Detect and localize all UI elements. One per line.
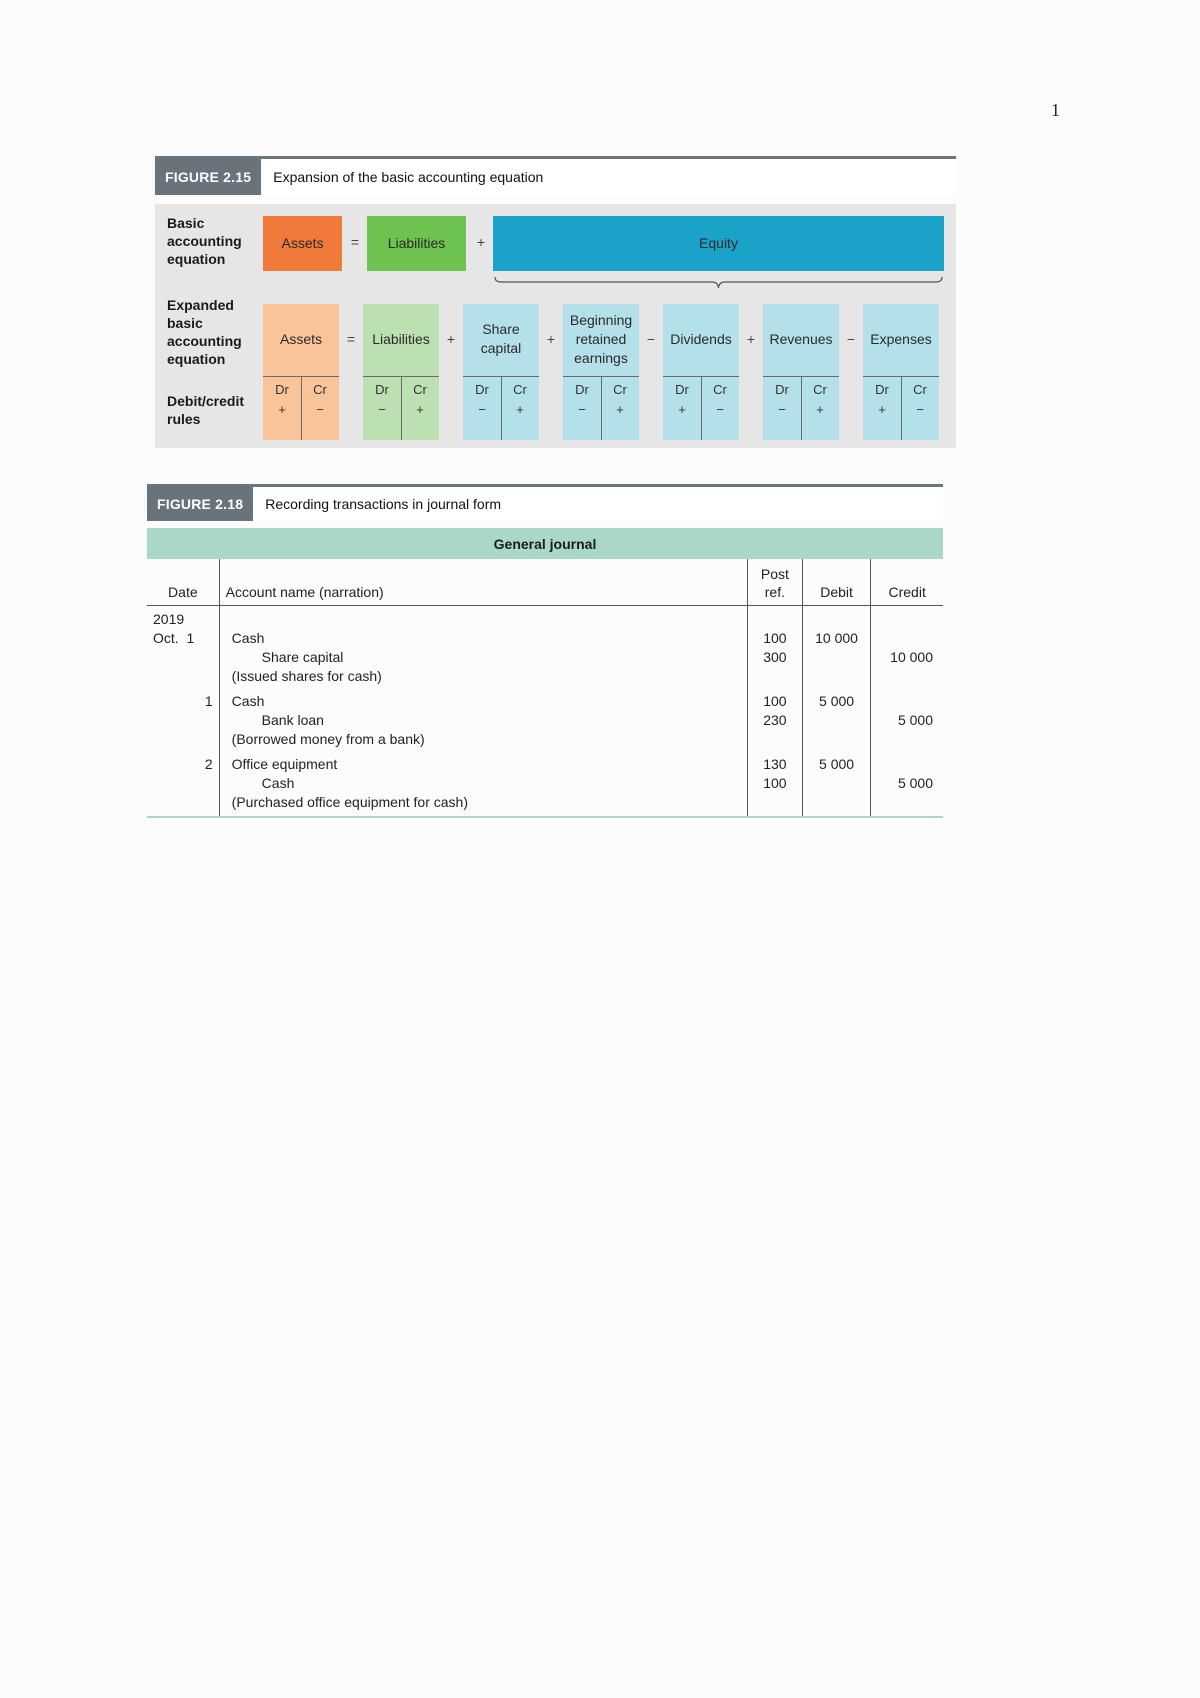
general-journal-table xyxy=(147,528,943,818)
credit-account: Cash xyxy=(261,775,295,791)
table-row xyxy=(147,667,943,686)
table-row xyxy=(147,648,943,667)
table-row xyxy=(147,793,943,817)
credit-account: Share capital xyxy=(261,649,344,665)
expanded-revenues-label: Revenues xyxy=(769,330,833,347)
year-cell: 2019 xyxy=(153,611,185,627)
journal-title: General journal xyxy=(147,528,943,559)
credit-amount: 10 000 xyxy=(871,648,943,667)
debit-rule: Dr + xyxy=(675,382,689,417)
date-cell: 2 xyxy=(204,756,213,772)
credit-rule: Cr + xyxy=(413,382,427,417)
credit-rule: Cr − xyxy=(913,382,927,417)
credit-rule: Cr − xyxy=(313,382,327,417)
debit-account: Cash xyxy=(219,629,747,648)
debit-amount: 5 000 xyxy=(802,749,871,774)
equals-sign: = xyxy=(350,234,360,250)
expanded-share-capital-label: Share capital xyxy=(480,321,522,356)
table-row xyxy=(147,606,943,630)
operator-sign: + xyxy=(546,331,556,347)
expanded-beginning-retained-earnings-t-account xyxy=(563,376,639,440)
row-label-expanded: Expanded basic accounting equation xyxy=(167,297,242,367)
credit-rule: Cr + xyxy=(813,382,827,417)
operator-sign: = xyxy=(346,331,356,347)
expanded-expenses-label: Expenses xyxy=(870,330,932,347)
table-row xyxy=(147,774,943,793)
debit-rule: Dr + xyxy=(275,382,289,417)
date-cell: Oct. 1 xyxy=(153,630,195,646)
debit-rule: Dr − xyxy=(775,382,789,417)
col-post-ref: Post ref. xyxy=(748,559,803,606)
credit-account: Bank loan xyxy=(261,712,324,728)
debit-rule: Dr − xyxy=(575,382,589,417)
col-account: Account name (narration) xyxy=(219,559,747,606)
expanded-liabilities-label: Liabilities xyxy=(372,330,430,347)
basic-equity-box: Equity xyxy=(493,216,944,271)
row-label-rules: Debit/credit rules xyxy=(167,393,245,427)
plus-sign: + xyxy=(476,234,486,250)
operator-sign: + xyxy=(746,331,756,347)
basic-liabilities-box: Liabilities xyxy=(367,216,466,271)
row-label-basic: Basic accounting equation xyxy=(167,215,242,267)
expanded-expenses-t-account xyxy=(863,376,939,440)
debit-amount: 5 000 xyxy=(802,686,871,711)
credit-amount: 5 000 xyxy=(871,774,943,793)
narration: (Purchased office equipment for cash) xyxy=(219,793,747,817)
debit-account: Cash xyxy=(219,686,747,711)
table-row xyxy=(147,749,943,774)
post-ref: 300 xyxy=(748,648,803,667)
expanded-assets-t-account xyxy=(263,376,339,440)
debit-rule: Dr − xyxy=(475,382,489,417)
post-ref: 230 xyxy=(748,711,803,730)
narration: (Borrowed money from a bank) xyxy=(219,730,747,749)
operator-sign: − xyxy=(646,331,656,347)
debit-amount: 10 000 xyxy=(802,629,871,648)
col-debit: Debit xyxy=(802,559,871,606)
credit-rule: Cr − xyxy=(713,382,727,417)
debit-account: Office equipment xyxy=(219,749,747,774)
journal-header-row xyxy=(147,559,943,606)
table-row xyxy=(147,730,943,749)
table-row xyxy=(147,629,943,648)
basic-assets-box: Assets xyxy=(263,216,342,271)
debit-rule: Dr + xyxy=(875,382,889,417)
accounting-equation-diagram xyxy=(155,204,956,448)
expanded-beginning-retained-earnings-label: Beginning retained earnings xyxy=(569,311,633,366)
operator-sign: + xyxy=(446,331,456,347)
post-ref: 100 xyxy=(748,629,803,648)
expanded-assets-label: Assets xyxy=(279,330,322,347)
figure-2-15-header xyxy=(155,156,956,195)
date-cell: 1 xyxy=(204,693,213,709)
figure-2-18-header xyxy=(147,484,943,521)
post-ref: 100 xyxy=(748,774,803,793)
col-date: Date xyxy=(147,559,219,606)
figure-tag: FIGURE 2.18 xyxy=(147,487,253,521)
expanded-share-capital-t-account xyxy=(463,376,539,440)
table-row xyxy=(147,686,943,711)
credit-rule: Cr + xyxy=(513,382,527,417)
figure-tag: FIGURE 2.15 xyxy=(155,159,261,195)
equity-brace xyxy=(493,276,944,290)
expanded-dividends-t-account xyxy=(663,376,739,440)
post-ref: 130 xyxy=(748,749,803,774)
figure-title: Recording transactions in journal form xyxy=(265,496,502,512)
expanded-dividends-label: Dividends xyxy=(670,330,732,347)
figure-title: Expansion of the basic accounting equation xyxy=(273,169,544,185)
credit-amount: 5 000 xyxy=(871,711,943,730)
operator-sign: − xyxy=(846,331,856,347)
table-row xyxy=(147,711,943,730)
expanded-revenues-t-account xyxy=(763,376,839,440)
credit-rule: Cr + xyxy=(613,382,627,417)
page-number: 1 xyxy=(1051,100,1060,120)
post-ref: 100 xyxy=(748,686,803,711)
expanded-liabilities-t-account xyxy=(363,376,439,440)
debit-rule: Dr − xyxy=(375,382,389,417)
col-credit: Credit xyxy=(871,559,943,606)
narration: (Issued shares for cash) xyxy=(219,667,747,686)
